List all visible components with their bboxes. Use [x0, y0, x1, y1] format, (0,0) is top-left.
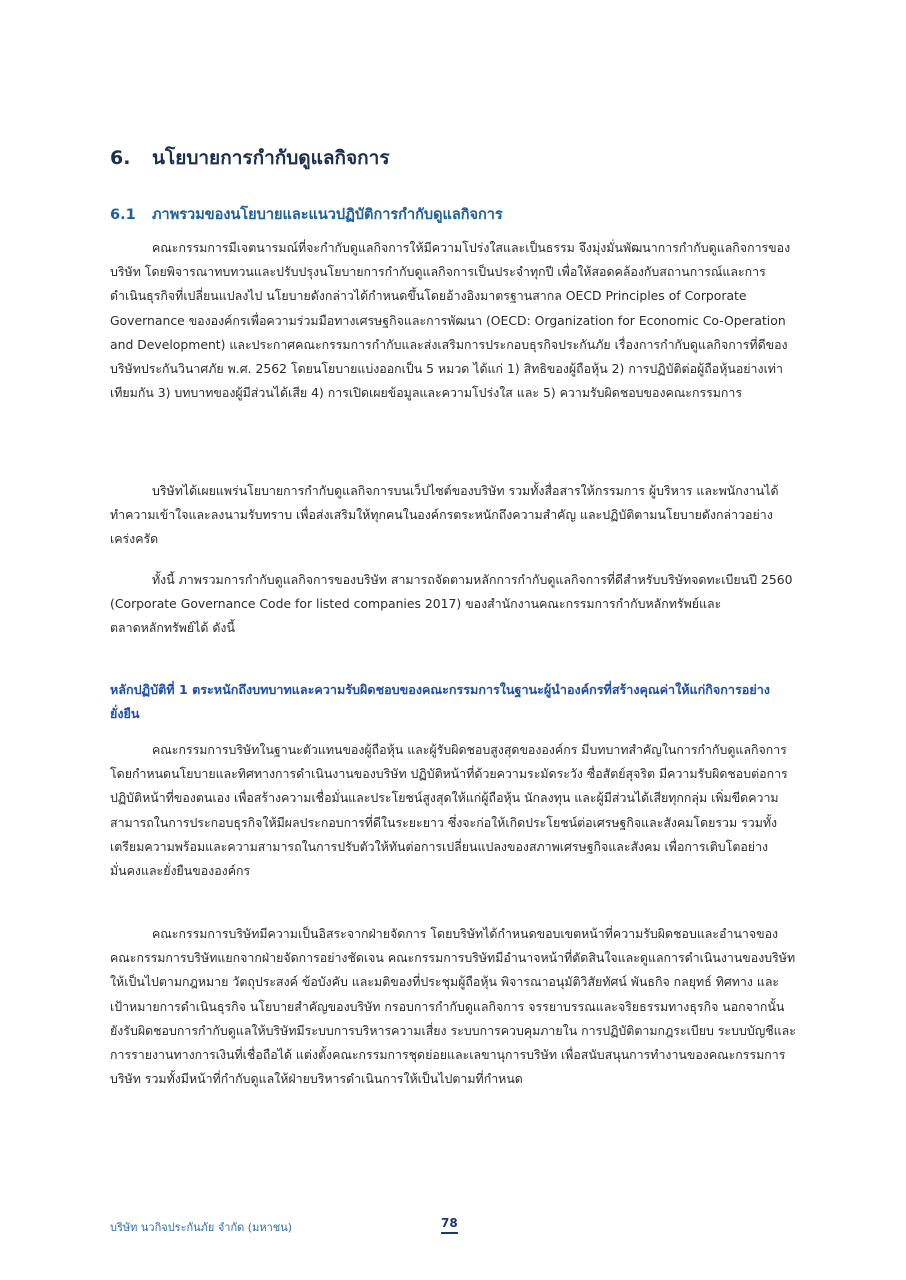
subsection-title: ภาพรวมของนโยบายและแนวปฏิบัติการกำกับดูแลกิจการ: [152, 207, 503, 223]
section-heading: [110, 143, 390, 173]
page-number: 78: [441, 1216, 458, 1234]
subsection-heading: [110, 203, 503, 226]
subsection-number: 6.1: [110, 207, 136, 223]
paragraph-board-role: คณะกรรมการบริษัทในฐานะตัวแทนของผู้ถือหุ้น และผู้รับผิดชอบสูงสุดขององค์กร มีบทบาทสำคัญในการกำกับดูแลกิจการ โดยกำหนดนโยบายและทิศทางการดำเนินงานของบริษัท ปฏิบัติหน้าที่ด้วยความระมัดระวัง ซื่อสัตย์สุจริต มีความรับผิดชอบต่อการปฏิบัติหน้าที่ของตนเอง เพื่อสร้างความเชื่อมั่นและประโยชน์สูงสุดให้แก่ผู้ถือหุ้น นักลงทุน และผู้มีส่วนได้เสียทุกกลุ่ม เพิ่มขีดความสามารถในการประกอบธุรกิจให้มีผลประกอบการที่ดีในระยะยาว ซึ่งจะก่อให้เกิดประโยชน์ต่อเศรษฐกิจและสังคมโดยรวม รวมทั้งเตรียมความพร้อมและความสามารถในการปรับตัวให้ทันต่อการเปลี่ยนแปลงของสภาพเศรษฐกิจและสังคม เพื่อการเติบโตอย่างมั่นคงและยั่งยืนขององค์กร: [110, 742, 788, 879]
paragraph-overview: คณะกรรมการมีเจตนารมณ์ที่จะกำกับดูแลกิจการให้มีความโปร่งใสและเป็นธรรม จึงมุ่งมั่นพัฒนาการกำกับดูแลกิจการของบริษัท โดยพิจารณาทบทวนและปรับปรุงนโยบายการกำกับดูแลกิจการเป็นประจำทุกปี เพื่อให้สอดคล้องกับสถานการณ์และการดำเนินธุรกิจที่เปลี่ยนแปลงไป นโยบายดังกล่าวได้กำหนดขึ้นโดยอ้างอิงมาตรฐานสากล OECD Principles of Corporate Governance ขององค์กรเพื่อความร่วมมือทางเศรษฐกิจและการพัฒนา (OECD: Organization for Economic Co-Operation and Development) และประกาศคณะกรรมการกำกับและส่งเสริมการประกอบธุรกิจประกันภัย เรื่องการกำกับดูแลกิจการที่ดีของบริษัทประกันวินาศภัย พ.ศ. 2562 โดยนโยบายแบ่งออกเป็น 5 หมวด ได้แก่ 1) สิทธิของผู้ถือหุ้น 2) การปฏิบัติต่อผู้ถือหุ้นอย่างเท่าเทียมกัน 3) บทบาทของผู้มีส่วนได้เสีย 4) การเปิดเผยข้อมูลและความโปร่งใส และ 5) ความรับผิดชอบของคณะกรรมการ: [110, 240, 791, 401]
footer-company-name: บริษัท นวกิจประกันภัย จำกัด (มหาชน): [110, 1221, 293, 1234]
paragraph-cg-code: ทั้งนี้ ภาพรวมการกำกับดูแลกิจการของบริษัท สามารถจัดตามหลักการกำกับดูแลกิจการที่ดีสำหรับบริษัทจดทะเบียนปี 2560 (Corporate Governance Code for listed companies 2017) ของสำนักงานคณะกรรมการกำกับหลักทรัพย์และตลาดหลักทรัพย์ได้ ดังนี้: [110, 572, 793, 636]
section-title: นโยบายการกำกับดูแลกิจการ: [152, 147, 390, 169]
paragraph-dissemination: บริษัทได้เผยแพร่นโยบายการกำกับดูแลกิจการบนเว็ปไซต์ของบริษัท รวมทั้งสื่อสารให้กรรมการ ผู้บริหาร และพนักงานได้ทำความเข้าใจและลงนามรับทราบ เพื่อส่งเสริมให้ทุกคนในองค์กรตระหนักถึงความสำคัญ และปฏิบัติตามนโยบายดังกล่าวอย่างเคร่งครัด: [110, 483, 779, 547]
paragraph-board-independence: คณะกรรมการบริษัทมีความเป็นอิสระจากฝ่ายจัดการ โดยบริษัทได้กำหนดขอบเขตหน้าที่ความรับผิดชอบและอำนาจของคณะกรรมการบริษัทแยกจากฝ่ายจัดการอย่างชัดเจน คณะกรรมการบริษัทมีอำนาจหน้าที่ตัดสินใจและดูแลการดำเนินงานของบริษัทให้เป็นไปตามกฎหมาย วัตถุประสงค์ ข้อบังคับ และมติของที่ประชุมผู้ถือหุ้น พิจารณาอนุมัติวิสัยทัศน์ พันธกิจ กลยุทธ์ ทิศทาง และเป้าหมายการดำเนินธุรกิจ นโยบายสำคัญของบริษัท กรอบการกำกับดูแลกิจการ จรรยาบรรณและจริยธรรมทางธุรกิจ นอกจากนั้น ยังรับผิดชอบการกำกับดูแลให้บริษัทมีระบบการบริหารความเสี่ยง ระบบการควบคุมภายใน การปฏิบัติตามกฎระเบียบ ระบบบัญชีและการรายงานทางการเงินที่เชื่อถือได้ แต่งตั้งคณะกรรมการชุดย่อยและเลขานุการบริษัท เพื่อสนับสนุนการทำงานของคณะกรรมการบริษัท รวมทั้งมีหน้าที่กำกับดูแลให้ฝ่ายบริหารดำเนินการให้เป็นไปตามที่กำหนด: [110, 926, 796, 1087]
principle-1-heading: หลักปฏิบัติที่ 1 ตระหนักถึงบทบาทและความรับผิดชอบของคณะกรรมการในฐานะผู้นำองค์กรที่สร้างคุณค่าให้แก่กิจการอย่างยั่งยืน: [110, 682, 770, 721]
section-number: 6.: [110, 147, 131, 169]
